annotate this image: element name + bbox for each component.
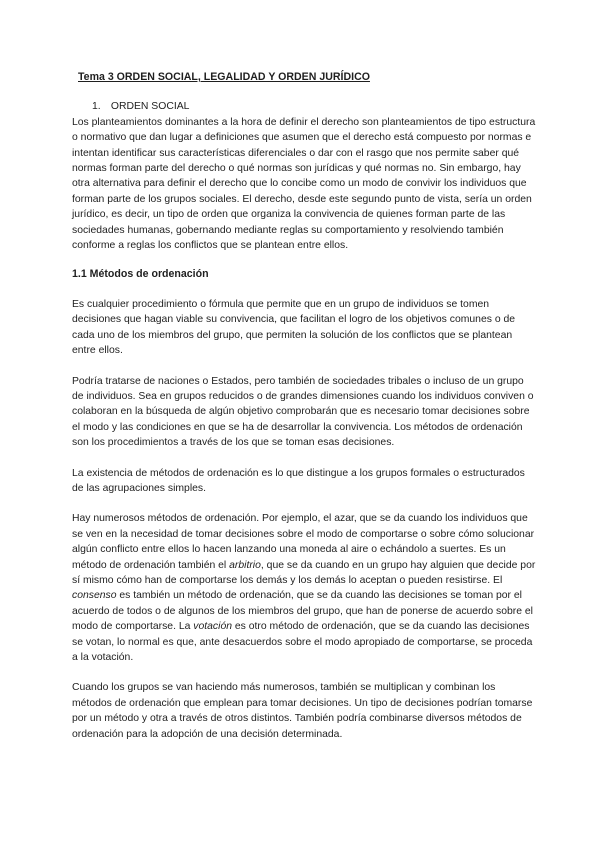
- term-consenso: consenso: [72, 590, 117, 602]
- paragraph-grupos: Podría tratarse de naciones o Estados, pero también de sociedades tribales o incluso de un grupo de individuos. Sea en grupos reducidos o de grandes dimensiones cuando los individuos conviven o colaboran en la búsqueda de algún objetivo comprobarán que es necesario tomar decisiones sobre el modo y las condiciones en que se ha de desarrollar la convivencia. Los métodos de ordenación son los procedimientos a través de los que se toman esas decisiones.: [72, 375, 534, 449]
- paragraph-metodos-definicion: Es cualquier procedimiento o fórmula que permite que en un grupo de individuos se tomen decisiones que hagan viable su convivencia, que facilitan el logro de los objetivos comunes o de cada uno de los miembros del grupo, que permiten la solución de los conflictos que se plantean entre ellos.: [72, 298, 516, 357]
- section-orden-social: [92, 99, 536, 114]
- paragraph-tipos-metodos: [72, 511, 536, 665]
- term-arbitrio: arbitrio: [229, 559, 261, 571]
- heading-metodos-ordenacion: 1.1 Métodos de ordenación: [72, 268, 209, 281]
- section-number: 1.: [92, 101, 101, 113]
- text-segment: Hay numerosos métodos de ordenación. Por ejemplo, el azar, que se da cuando los individuos que se ven en la necesidad de tomar decisiones sobre el modo de comportarse o sobre cómo solucionar algún conflicto entre ellos lo hacen lanzando una moneda al aire o echándolo a suertes. Es un método de ordenación también el: [72, 513, 535, 571]
- text-segment: , que se da cuando en un grupo hay alguien que decide por sí mismo cómo han de comportarse los demás y los demás lo aceptan o pueden resistirse. El: [72, 559, 536, 586]
- text-segment: es otro método de ordenación, que se da cuando las decisiones se votan, lo normal es que, ante desacuerdos sobre el modo apropiado de comportarse, se proceda a la votación.: [72, 621, 533, 663]
- term-votacion: votación: [193, 621, 232, 633]
- paragraph-definition: Los planteamientos dominantes a la hora de definir el derecho son planteamientos de tipo estructura o normativo que dan lugar a definiciones que asumen que el derecho está compuesto por normas e intentan identificar sus características diferenciales o dar con el rasgo que nos permite saber qué normas forman parte del derecho o qué normas son jurídicas y qué normas no. Sin embargo, hay otra alternativa para definir el derecho que lo concibe como un modo de convivir los individuos que forman parte de los grupos sociales. El derecho, desde este segundo punto de vista, sería un orden jurídico, es decir, un tipo de orden que organiza la convivencia de quienes forman parte de las sociedades humanas, gobernando mediante reglas su comportamiento y resolviendo también conforme a reglas los conflictos que se plantean entre ellos.: [72, 116, 536, 252]
- document-title: Tema 3 ORDEN SOCIAL, LEGALIDAD Y ORDEN JURÍDICO: [78, 71, 370, 83]
- paragraph-combinacion: Cuando los grupos se van haciendo más numerosos, también se multiplican y combinan los métodos de ordenación que emplean para tomar decisiones. Un tipo de decisiones podrían tomarse por un método y otra a través de otros distintos. También podría combinarse diversos métodos de ordenación para la adopción de una decisión determinada.: [72, 682, 533, 740]
- paragraph-grupos-formales: La existencia de métodos de ordenación es lo que distingue a los grupos formales o estructurados de las agrupaciones simples.: [72, 467, 525, 494]
- section-label: ORDEN SOCIAL: [110, 101, 190, 113]
- text-segment: es también un método de ordenación, que se da cuando las decisiones se toman por el acuerdo de todos o de algunos de los miembros del grupo, que han de ponerse de acuerdo sobre el modo de comportarse. La: [72, 590, 533, 633]
